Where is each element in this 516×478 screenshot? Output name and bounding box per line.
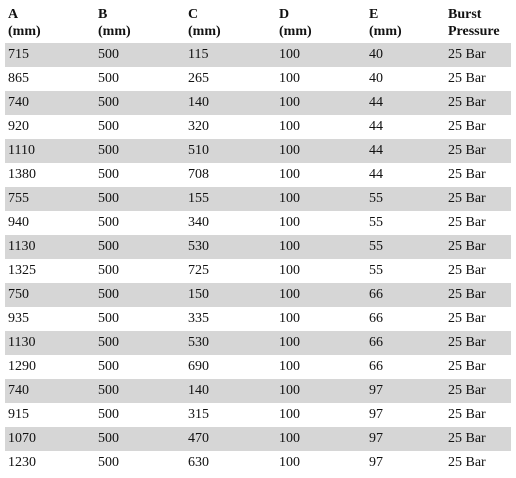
table-cell-d: 100	[276, 43, 366, 67]
table-cell-burst-pressure: 25 Bar	[445, 379, 511, 403]
table-row	[5, 187, 511, 211]
dimensions-table	[5, 4, 511, 475]
table-cell-b: 500	[95, 91, 185, 115]
table-cell-c: 690	[185, 355, 276, 379]
table-cell-c: 140	[185, 379, 276, 403]
table-cell-e: 66	[366, 355, 445, 379]
column-header-label: Burst	[448, 7, 482, 22]
table-row	[5, 307, 511, 331]
table-cell-e: 55	[366, 187, 445, 211]
table-row	[5, 283, 511, 307]
table-cell-burst-pressure: 25 Bar	[445, 259, 511, 283]
table-cell-a: 1380	[5, 163, 95, 187]
table-cell-b: 500	[95, 139, 185, 163]
table-cell-a: 935	[5, 307, 95, 331]
table-cell-b: 500	[95, 427, 185, 451]
table-cell-a: 1230	[5, 451, 95, 475]
column-header-label: E	[369, 7, 379, 22]
column-header-a	[5, 4, 95, 43]
table-cell-e: 66	[366, 331, 445, 355]
table-cell-e: 66	[366, 307, 445, 331]
table-cell-a: 715	[5, 43, 95, 67]
table-cell-d: 100	[276, 403, 366, 427]
table-cell-c: 140	[185, 91, 276, 115]
table-cell-b: 500	[95, 331, 185, 355]
table-row	[5, 259, 511, 283]
table-cell-burst-pressure: 25 Bar	[445, 115, 511, 139]
column-header-unit: (mm)	[369, 24, 402, 39]
table-cell-c: 708	[185, 163, 276, 187]
table-cell-b: 500	[95, 379, 185, 403]
table-cell-a: 920	[5, 115, 95, 139]
table-body	[5, 43, 511, 475]
column-header-label: B	[98, 7, 108, 22]
table-cell-a: 1290	[5, 355, 95, 379]
header-row	[5, 4, 511, 43]
column-header-d	[276, 4, 366, 43]
table-cell-c: 335	[185, 307, 276, 331]
table-cell-b: 500	[95, 283, 185, 307]
table-cell-c: 115	[185, 43, 276, 67]
table-cell-a: 755	[5, 187, 95, 211]
table-cell-d: 100	[276, 283, 366, 307]
table-cell-d: 100	[276, 67, 366, 91]
table-cell-a: 1070	[5, 427, 95, 451]
table-cell-a: 1325	[5, 259, 95, 283]
table-row	[5, 403, 511, 427]
table-cell-d: 100	[276, 163, 366, 187]
table-cell-d: 100	[276, 115, 366, 139]
table-cell-b: 500	[95, 67, 185, 91]
table-cell-d: 100	[276, 379, 366, 403]
table-cell-burst-pressure: 25 Bar	[445, 91, 511, 115]
table-cell-b: 500	[95, 211, 185, 235]
column-header-label: D	[279, 7, 290, 22]
table-cell-d: 100	[276, 187, 366, 211]
table-cell-burst-pressure: 25 Bar	[445, 403, 511, 427]
table-cell-d: 100	[276, 307, 366, 331]
table-cell-d: 100	[276, 331, 366, 355]
table-cell-e: 66	[366, 283, 445, 307]
table-cell-b: 500	[95, 403, 185, 427]
column-header-label: A	[8, 7, 19, 22]
table-cell-c: 725	[185, 259, 276, 283]
table-cell-a: 1110	[5, 139, 95, 163]
table-cell-b: 500	[95, 163, 185, 187]
table-cell-d: 100	[276, 259, 366, 283]
table-cell-e: 97	[366, 403, 445, 427]
table-cell-d: 100	[276, 427, 366, 451]
table-cell-e: 55	[366, 235, 445, 259]
table-cell-a: 915	[5, 403, 95, 427]
table-cell-b: 500	[95, 307, 185, 331]
table-cell-burst-pressure: 25 Bar	[445, 451, 511, 475]
table-cell-burst-pressure: 25 Bar	[445, 163, 511, 187]
table-cell-e: 55	[366, 211, 445, 235]
table-cell-c: 630	[185, 451, 276, 475]
table-cell-burst-pressure: 25 Bar	[445, 43, 511, 67]
table-row	[5, 331, 511, 355]
table-cell-c: 150	[185, 283, 276, 307]
table-row	[5, 115, 511, 139]
table-cell-e: 97	[366, 451, 445, 475]
table-cell-b: 500	[95, 259, 185, 283]
table-cell-e: 97	[366, 427, 445, 451]
table-cell-e: 44	[366, 139, 445, 163]
table-cell-e: 44	[366, 115, 445, 139]
column-header-burst-pressure	[445, 4, 511, 43]
table-cell-e: 55	[366, 259, 445, 283]
table-cell-c: 320	[185, 115, 276, 139]
table-cell-b: 500	[95, 355, 185, 379]
table-cell-c: 265	[185, 67, 276, 91]
table-cell-e: 44	[366, 163, 445, 187]
table-cell-c: 510	[185, 139, 276, 163]
table-header	[5, 4, 511, 43]
table-row	[5, 43, 511, 67]
table-cell-e: 40	[366, 43, 445, 67]
table-cell-c: 340	[185, 211, 276, 235]
table-row	[5, 67, 511, 91]
table-cell-b: 500	[95, 115, 185, 139]
table-cell-c: 155	[185, 187, 276, 211]
column-header-unit: (mm)	[279, 24, 312, 39]
table-cell-d: 100	[276, 355, 366, 379]
table-cell-burst-pressure: 25 Bar	[445, 283, 511, 307]
table-cell-a: 940	[5, 211, 95, 235]
table-cell-d: 100	[276, 91, 366, 115]
table-row	[5, 211, 511, 235]
table-cell-burst-pressure: 25 Bar	[445, 355, 511, 379]
table-row	[5, 427, 511, 451]
table-cell-c: 315	[185, 403, 276, 427]
table-row	[5, 355, 511, 379]
table-cell-burst-pressure: 25 Bar	[445, 139, 511, 163]
column-header-unit: (mm)	[188, 24, 221, 39]
column-header-e	[366, 4, 445, 43]
column-header-b	[95, 4, 185, 43]
table-cell-burst-pressure: 25 Bar	[445, 331, 511, 355]
table-cell-e: 97	[366, 379, 445, 403]
table-cell-burst-pressure: 25 Bar	[445, 67, 511, 91]
table-cell-c: 530	[185, 235, 276, 259]
column-header-unit: Pressure	[448, 24, 500, 39]
table-cell-a: 740	[5, 91, 95, 115]
table-cell-b: 500	[95, 43, 185, 67]
table-cell-d: 100	[276, 235, 366, 259]
table-row	[5, 451, 511, 475]
table-row	[5, 163, 511, 187]
table-cell-b: 500	[95, 187, 185, 211]
table-cell-a: 750	[5, 283, 95, 307]
table-cell-burst-pressure: 25 Bar	[445, 307, 511, 331]
table-cell-burst-pressure: 25 Bar	[445, 427, 511, 451]
table-cell-d: 100	[276, 211, 366, 235]
column-header-unit: (mm)	[98, 24, 131, 39]
table-cell-burst-pressure: 25 Bar	[445, 235, 511, 259]
column-header-label: C	[188, 7, 199, 22]
column-header-unit: (mm)	[8, 24, 41, 39]
table-row	[5, 139, 511, 163]
table-cell-d: 100	[276, 139, 366, 163]
table-cell-a: 1130	[5, 331, 95, 355]
table-cell-burst-pressure: 25 Bar	[445, 187, 511, 211]
table-cell-c: 470	[185, 427, 276, 451]
table-cell-a: 740	[5, 379, 95, 403]
table-row	[5, 379, 511, 403]
table-cell-e: 40	[366, 67, 445, 91]
table-row	[5, 235, 511, 259]
table-cell-b: 500	[95, 451, 185, 475]
table-cell-e: 44	[366, 91, 445, 115]
table-row	[5, 91, 511, 115]
table-cell-d: 100	[276, 451, 366, 475]
table-cell-c: 530	[185, 331, 276, 355]
table-cell-burst-pressure: 25 Bar	[445, 211, 511, 235]
column-header-c	[185, 4, 276, 43]
table-cell-a: 865	[5, 67, 95, 91]
table-cell-a: 1130	[5, 235, 95, 259]
table-cell-b: 500	[95, 235, 185, 259]
